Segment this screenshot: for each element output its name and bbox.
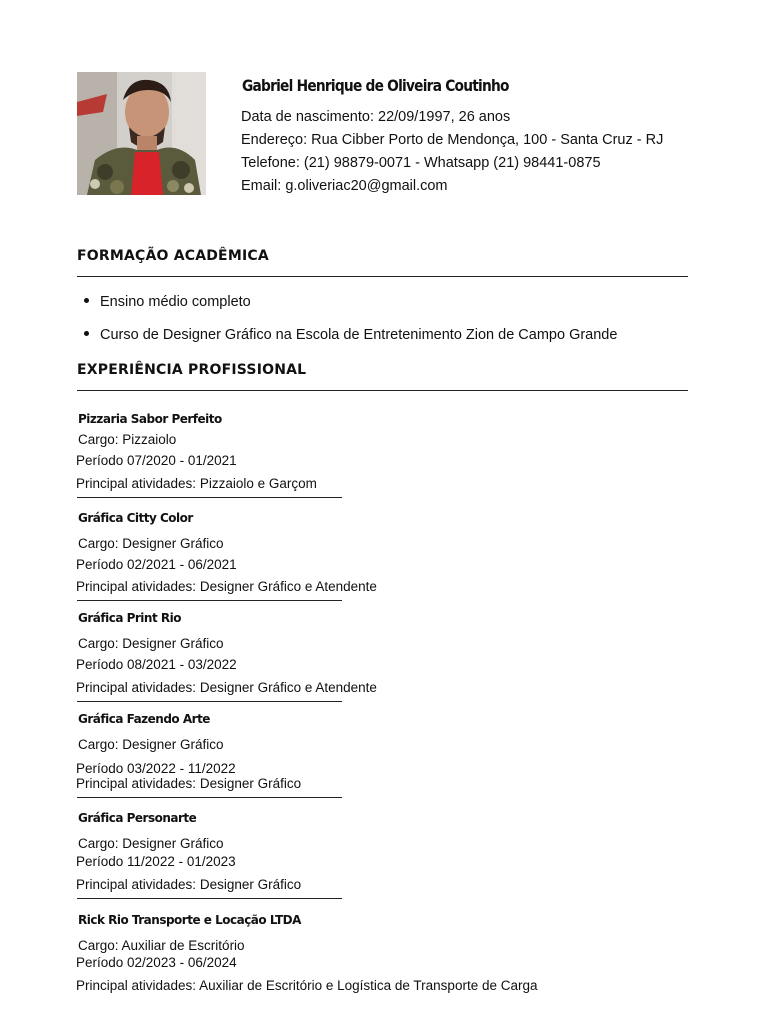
experience-divider <box>77 390 688 391</box>
job-company: Gráfica Print Rio <box>78 611 181 625</box>
job-company: Gráfica Personarte <box>78 811 197 825</box>
job-divider <box>77 701 342 702</box>
job-role: Cargo: Designer Gráfico <box>78 737 224 752</box>
job-role: Cargo: Designer Gráfico <box>78 836 224 851</box>
job-activities: Principal atividades: Pizzaiolo e Garçom <box>76 476 317 491</box>
bullet-icon <box>84 331 89 336</box>
job-period: Período 07/2020 - 01/2021 <box>76 453 237 468</box>
job-period: Período 02/2021 - 06/2021 <box>76 557 237 572</box>
job-divider <box>77 898 342 899</box>
job-activities: Principal atividades: Designer Gráfico <box>76 776 302 791</box>
job-company: Gráfica Citty Color <box>78 511 193 525</box>
job-divider <box>77 600 342 601</box>
job-divider <box>77 497 342 498</box>
job-period: Período 08/2021 - 03/2022 <box>76 657 237 672</box>
profile-photo <box>77 72 206 195</box>
education-item-text: Curso de Designer Gráfico na Escola de Entretenimento Zion de Campo Grande <box>100 327 618 343</box>
education-divider <box>77 276 688 277</box>
education-item <box>84 327 617 343</box>
address: Endereço: Rua Cibber Porto de Mendonça, 100 - Santa Cruz - RJ <box>241 132 664 148</box>
job-activities: Principal atividades: Designer Gráfico <box>76 877 302 892</box>
job-role: Cargo: Pizzaiolo <box>78 432 177 447</box>
job-role: Cargo: Designer Gráfico <box>78 536 224 551</box>
experience-title: EXPERIÊNCIA PROFISSIONAL <box>77 362 307 378</box>
job-activities: Principal atividades: Designer Gráfico e Atendente <box>76 579 377 594</box>
job-period: Período 02/2023 - 06/2024 <box>76 955 237 970</box>
job-company: Pizzaria Sabor Perfeito <box>78 412 222 426</box>
job-company: Gráfica Fazendo Arte <box>78 712 210 726</box>
job-period: Período 11/2022 - 01/2023 <box>76 854 236 869</box>
education-item-text: Ensino médio completo <box>100 294 251 310</box>
profile-photo-image <box>77 72 206 195</box>
candidate-name: Gabriel Henrique de Oliveira Coutinho <box>242 76 509 95</box>
job-role: Cargo: Auxiliar de Escritório <box>78 938 245 953</box>
job-activities: Principal atividades: Designer Gráfico e Atendente <box>76 680 377 695</box>
job-role: Cargo: Designer Gráfico <box>78 636 224 651</box>
job-divider <box>77 797 342 798</box>
job-activities: Principal atividades: Auxiliar de Escritório e Logística de Transporte de Carga <box>76 978 538 993</box>
phone: Telefone: (21) 98879-0071 - Whatsapp (21) 98441-0875 <box>241 155 601 171</box>
education-title: FORMAÇÃO ACADÊMICA <box>77 248 269 264</box>
bullet-icon <box>84 298 89 303</box>
job-company: Rick Rio Transporte e Locação LTDA <box>78 913 301 927</box>
job-period: Período 03/2022 - 11/2022 <box>76 761 236 776</box>
education-item <box>84 294 251 310</box>
birth-date: Data de nascimento: 22/09/1997, 26 anos <box>241 109 511 125</box>
email: Email: g.oliveriac20@gmail.com <box>241 178 448 194</box>
